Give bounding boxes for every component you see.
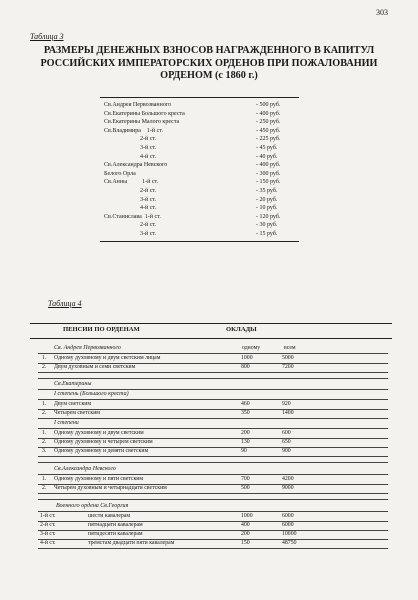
- row-number: 1.: [42, 401, 47, 407]
- salary-all: 9000: [282, 485, 294, 491]
- salary-single: 150: [241, 540, 250, 546]
- section-gap-rule: [38, 462, 388, 463]
- salary-all: 4200: [282, 476, 294, 482]
- salary-single: 700: [241, 476, 250, 482]
- section-rule: [38, 389, 388, 390]
- section-gap-rule: [38, 499, 388, 500]
- row-rule: [38, 456, 388, 457]
- salary-single: 1000: [241, 513, 253, 519]
- order-name: 3-й ст.: [104, 145, 157, 151]
- fee-value: - 500 руб.: [256, 102, 281, 108]
- order-name: Св.Анны 1-й ст.: [104, 179, 159, 186]
- row-text: пятидесяти кавалерам: [88, 531, 143, 537]
- order-name: 4-й ст.: [104, 205, 157, 212]
- row-text: Двум светским: [54, 401, 92, 407]
- fee-value: - 400 руб.: [256, 162, 281, 169]
- order-name: Св.Екатерины Малого креста: [104, 119, 180, 126]
- order-name: 3-й ст.: [104, 231, 157, 237]
- salary-single: 200: [241, 430, 250, 436]
- row-number: 2.: [42, 485, 47, 491]
- row-number: 2-й ст.: [40, 522, 56, 528]
- fee-value: - 30 руб.: [256, 222, 278, 229]
- pension-row: [38, 364, 388, 372]
- row-text: шести кавалерам: [88, 513, 131, 519]
- pension-row: [38, 430, 388, 438]
- table4-header-left: ПЕНСИИ ПО ОРДЕНАМ: [63, 326, 140, 333]
- section-title: Военного ордена Св.Георгия: [56, 503, 129, 509]
- row-text: Двум духовным и семи светским: [54, 364, 136, 370]
- section-rule: [38, 511, 388, 512]
- salary-single: 400: [241, 522, 250, 528]
- order-name: Белого Орла: [104, 170, 136, 177]
- order-name: Св.Александра Невского: [104, 162, 168, 169]
- salary-single: 90: [241, 448, 247, 454]
- row-text: Одному духовному и двум светским: [54, 430, 144, 436]
- section-title: Св. Андрея Первозванного: [54, 345, 121, 351]
- pension-row: [38, 485, 388, 493]
- row-number: 1.: [42, 476, 47, 482]
- pension-row: [38, 476, 388, 484]
- row-number: 2.: [42, 439, 47, 445]
- pension-row: [38, 439, 388, 447]
- salary-all: 1400: [282, 410, 294, 416]
- row-number: 1.: [42, 355, 47, 361]
- salary-single: 130: [241, 439, 250, 445]
- table4-header-right: ОКЛАДЫ: [226, 326, 257, 333]
- pension-row: [38, 401, 388, 409]
- column-label: всем: [284, 345, 296, 351]
- fee-value: - 250 руб.: [256, 119, 281, 126]
- pension-row: [38, 448, 388, 456]
- column-label: одному: [242, 345, 261, 351]
- order-name: Св.Андрея Первозванного: [104, 102, 172, 108]
- order-name: Св.Станислава 1-й ст.: [104, 213, 161, 220]
- row-text: Одному духовному и четырем светским: [54, 439, 153, 445]
- fee-value: - 35 руб.: [256, 188, 278, 194]
- salary-all: 10000: [282, 531, 297, 537]
- row-text: Четырем светским: [54, 410, 100, 416]
- row-text: Одному духовному и девяти светским: [54, 448, 149, 454]
- salary-single: 350: [241, 410, 250, 416]
- row-number: 1-й ст.: [40, 513, 56, 519]
- pension-row: [38, 522, 388, 530]
- table4-caption: Таблица 4: [48, 299, 82, 308]
- salary-all: 48750: [282, 540, 297, 546]
- row-number: 2.: [42, 410, 47, 416]
- pension-row: [38, 513, 388, 521]
- order-name: 4-й ст.: [104, 153, 157, 160]
- row-number: 3-й ст.: [40, 531, 56, 537]
- fee-value: - 150 руб.: [256, 179, 281, 186]
- order-name: Св.Екатерины Большого креста: [104, 110, 185, 117]
- pension-row: [38, 410, 388, 418]
- section-rule: [38, 353, 388, 354]
- pension-row: [38, 531, 388, 539]
- salary-all: 7200: [282, 364, 294, 370]
- table3-title-line: ОРДЕНОМ (с 1860 г.): [160, 70, 258, 81]
- salary-single: 460: [241, 401, 250, 407]
- row-text: Четырем духовным и четырнадцати светским: [54, 485, 167, 491]
- row-text: Одному духовному и двум светским лицам: [54, 355, 161, 361]
- fee-value: - 120 руб.: [256, 213, 281, 220]
- order-name: 2-й ст.: [104, 222, 157, 229]
- fee-value: - 20 руб.: [256, 196, 278, 203]
- salary-all: 650: [282, 439, 291, 445]
- fee-value: - 40 руб.: [256, 153, 278, 160]
- pension-row: [38, 540, 388, 548]
- fee-value: - 300 руб.: [256, 170, 281, 177]
- row-number: 1.: [42, 430, 47, 436]
- row-text: Одному духовному и пяти светским: [54, 476, 144, 482]
- fee-value: - 225 руб.: [256, 136, 281, 143]
- row-number: 2.: [42, 364, 47, 370]
- row-rule: [38, 418, 388, 419]
- row-text: пятнадцати кавалерам: [88, 522, 143, 528]
- section-rule: [38, 399, 388, 400]
- pension-row: [38, 355, 388, 363]
- section-title: Св.Екатерины: [54, 381, 92, 387]
- table3-title-line: РАЗМЕРЫ ДЕНЕЖНЫХ ВЗНОСОВ НАГРАЖДЕННОГО В КАПИТУЛ: [43, 45, 375, 56]
- section-subtitle: I степень (Большого креста): [54, 391, 129, 397]
- order-name: 2-й ст.: [104, 188, 157, 194]
- salary-single: 500: [241, 485, 250, 491]
- section-gap-rule: [38, 378, 388, 379]
- table3-title-line: РОССИЙСКИХ ИМПЕРАТОРСКИХ ОРДЕНОВ ПРИ ПОЖАЛОВАНИИ: [40, 57, 378, 69]
- row-text: тремстам двадцати пяти кавалерам: [88, 540, 175, 546]
- salary-single: 800: [241, 364, 250, 370]
- section-rule: [38, 474, 388, 475]
- table3-caption: Таблица 3: [30, 32, 64, 41]
- salary-single: 1000: [241, 355, 253, 361]
- section-title: Св.Александра Невского: [54, 466, 116, 472]
- fee-value: - 400 руб.: [256, 110, 281, 117]
- fee-value: - 450 руб.: [256, 127, 281, 134]
- fee-value: - 10 руб.: [256, 205, 278, 212]
- salary-all: 6000: [282, 513, 294, 519]
- row-rule: [38, 548, 388, 549]
- salary-all: 5000: [282, 355, 294, 361]
- row-number: 3.: [42, 448, 47, 454]
- salary-all: 920: [282, 401, 291, 407]
- row-rule: [38, 372, 388, 373]
- order-name: 2-й ст.: [104, 136, 157, 143]
- row-number: 4-й ст.: [40, 540, 56, 546]
- section-subtitle: I степени: [54, 420, 79, 426]
- fee-value: - 15 руб.: [256, 231, 278, 237]
- salary-all: 900: [282, 448, 291, 454]
- salary-all: 600: [282, 430, 291, 436]
- salary-all: 6000: [282, 522, 294, 528]
- fee-value: - 45 руб.: [256, 145, 278, 151]
- order-name: 3-й ст.: [104, 196, 157, 203]
- section-rule: [38, 428, 388, 429]
- row-rule: [38, 493, 388, 494]
- salary-single: 200: [241, 531, 250, 537]
- page-number: 303: [376, 8, 388, 17]
- order-name: Св.Владимира 1-й ст.: [104, 127, 163, 134]
